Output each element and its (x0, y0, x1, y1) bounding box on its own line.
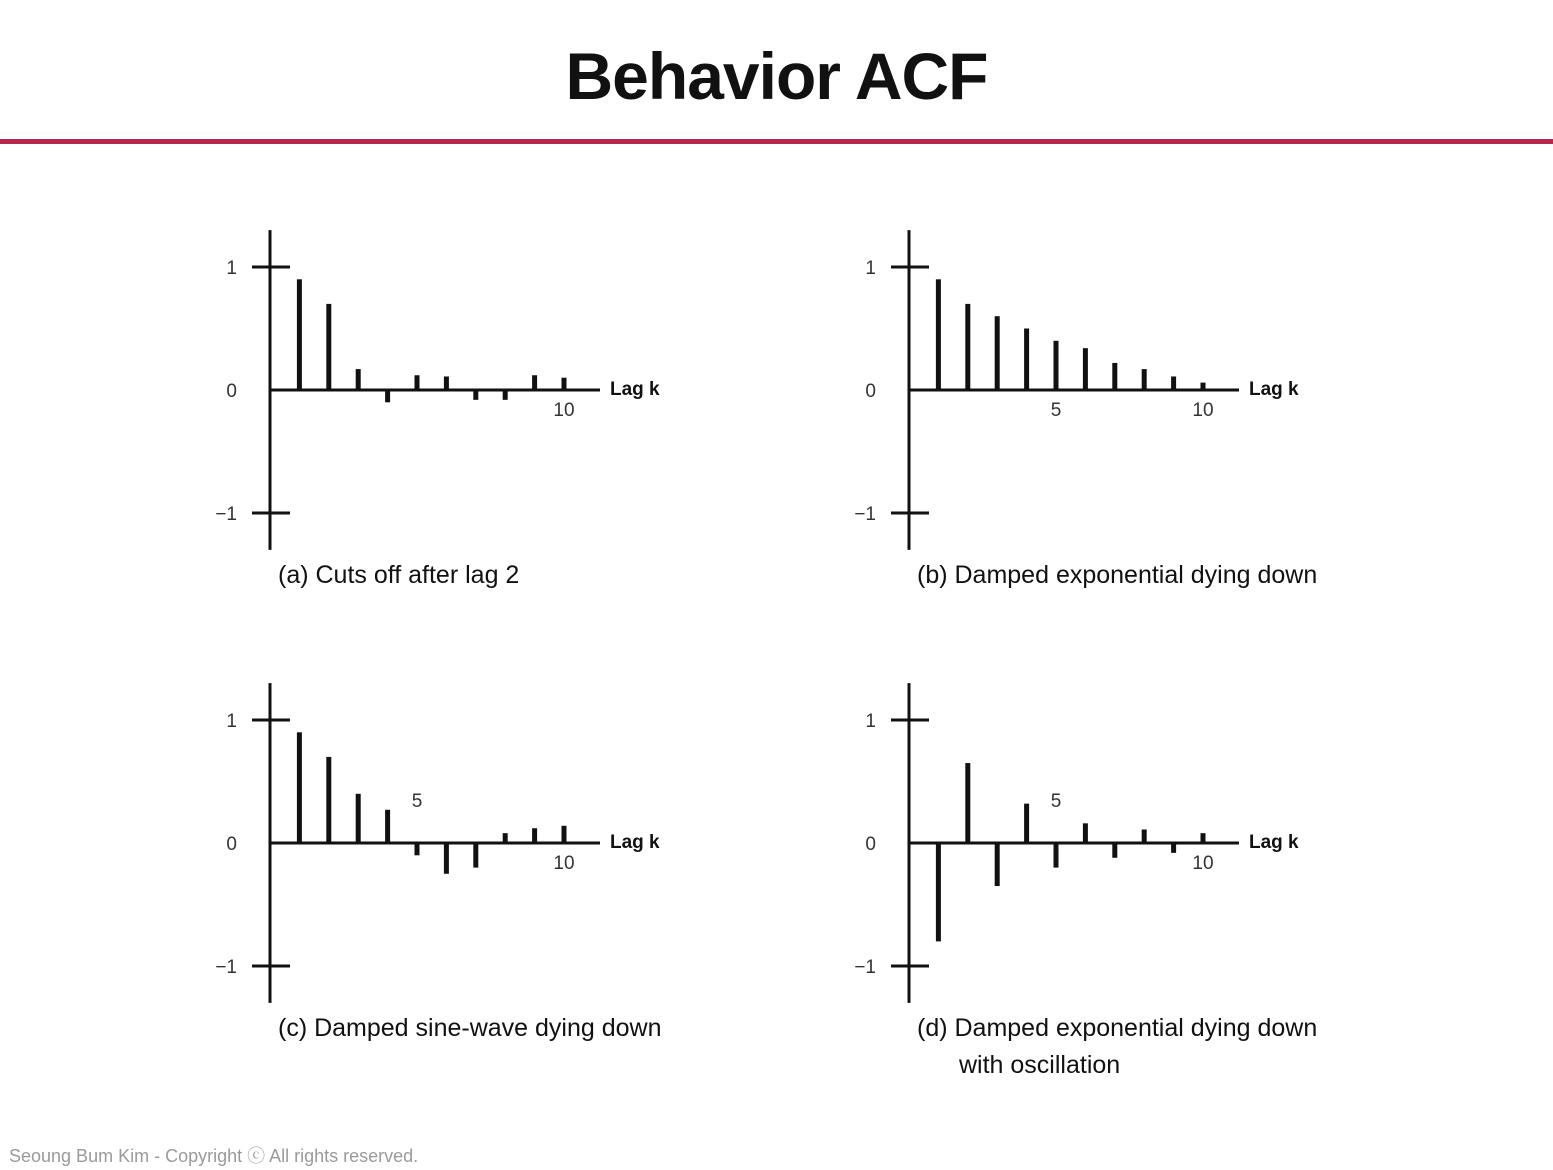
panel-d-acf-bar (1054, 843, 1059, 868)
panel-a-x-axis-label: Lag k (610, 379, 660, 400)
panel-b-x-tick-label: 5 (1050, 400, 1062, 421)
panel-c-acf-bar (532, 828, 537, 843)
panel-b-acf-bar (1171, 376, 1176, 390)
panel-b-acf-bar (1083, 348, 1088, 390)
panel-a-acf-bar (297, 279, 302, 390)
panel-c-acf-bar (415, 843, 420, 855)
panel-b-acf-bar (995, 316, 1000, 390)
panel-b-y-tick-label: −1 (854, 504, 876, 525)
panel-d-y-tick-label: 1 (865, 711, 876, 732)
panel-c-y-tick-label: −1 (215, 957, 237, 978)
panel-d-acf-bar (1201, 833, 1206, 843)
panel-c-acf-bar (444, 843, 449, 874)
copyright-footer: Seoung Bum Kim - Copyright ⓒ All rights reserved. (9, 1146, 419, 1166)
panel-c-caption: (c) Damped sine-wave dying down (278, 1014, 662, 1042)
panel-a-y-tick-label: 0 (226, 381, 237, 402)
panel-a-y-tick-label: −1 (215, 504, 237, 525)
panel-c-x-tick-label: 5 (411, 791, 423, 812)
panel-a-acf-bar (444, 376, 449, 390)
panel-a-acf-bar (356, 369, 361, 390)
panel-c-acf-bar (356, 794, 361, 843)
panel-a-acf-bar (473, 390, 478, 400)
panel-b-acf-bar (1112, 363, 1117, 390)
panel-b-acf-bar (936, 279, 941, 390)
panel-b-acf-bar (965, 304, 970, 390)
panel-c-y-tick-label: 0 (226, 834, 237, 855)
panel-a-acf-bar (385, 390, 390, 402)
panel-d-y-tick-label: 0 (865, 834, 876, 855)
panel-c-acf-bar (562, 826, 567, 843)
panel-c-x-tick-label: 10 (553, 853, 575, 874)
panel-d-acf-bar (1083, 823, 1088, 843)
panel-d-acf-bar (1024, 804, 1029, 843)
panel-c-acf-bar (503, 833, 508, 843)
panel-d-acf-bar (1112, 843, 1117, 858)
panel-b-acf-bar (1054, 341, 1059, 390)
panel-d-caption: with oscillation (959, 1051, 1121, 1079)
panel-c-acf-bar (385, 810, 390, 843)
panel-a-x-tick-label: 10 (553, 400, 575, 421)
panel-c-acf-bar (326, 757, 331, 843)
panel-c-x-axis-label: Lag k (610, 832, 660, 853)
panel-c-acf-bar (473, 843, 478, 868)
panel-c-acf-bar (297, 732, 302, 843)
panel-a-acf-bar (415, 375, 420, 390)
panel-d-caption: (d) Damped exponential dying down (917, 1014, 1318, 1042)
panel-d-y-tick-label: −1 (854, 957, 876, 978)
panel-d-acf-bar (1171, 843, 1176, 853)
panel-c-y-tick-label: 1 (226, 711, 237, 732)
panel-b-x-axis-label: Lag k (1249, 379, 1299, 400)
panel-a-caption: (a) Cuts off after lag 2 (278, 561, 520, 589)
panel-d-x-tick-label: 5 (1050, 791, 1062, 812)
panel-d-acf-bar (1142, 829, 1147, 843)
panel-d-x-tick-label: 10 (1192, 853, 1214, 874)
panel-d-acf-bar (995, 843, 1000, 886)
panel-b-acf-bar (1024, 329, 1029, 391)
panel-a-y-tick-label: 1 (226, 258, 237, 279)
panel-b-y-tick-label: 1 (865, 258, 876, 279)
panel-b-caption: (b) Damped exponential dying down (917, 561, 1318, 589)
panel-b-y-tick-label: 0 (865, 381, 876, 402)
slide-title: Behavior ACF (565, 39, 988, 113)
panel-d-acf-bar (965, 763, 970, 843)
panel-b-x-tick-label: 10 (1192, 400, 1214, 421)
panel-a-acf-bar (503, 390, 508, 400)
panel-b-acf-bar (1142, 369, 1147, 390)
panel-d-acf-bar (936, 843, 941, 941)
panel-a-acf-bar (326, 304, 331, 390)
panel-d-x-axis-label: Lag k (1249, 832, 1299, 853)
panel-b-acf-bar (1201, 383, 1206, 390)
panel-a-acf-bar (532, 375, 537, 390)
panel-a-acf-bar (562, 378, 567, 390)
